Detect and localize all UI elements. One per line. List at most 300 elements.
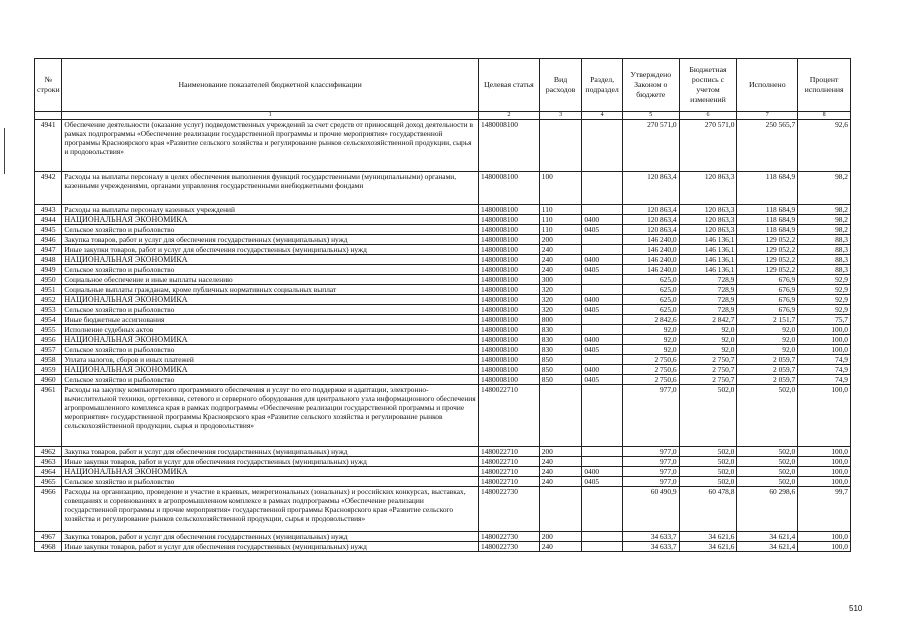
row-number: 4948 [35,255,62,265]
executed-amount: 129 052,2 [737,255,798,265]
budget-amount: 728,9 [679,275,737,285]
row-number: 4951 [35,285,62,295]
section-code [582,245,623,255]
budget-amount: 60 478,8 [679,487,737,532]
approved-amount: 34 633,7 [622,532,679,542]
row-number: 4963 [35,457,62,467]
column-number: 3 [539,112,582,120]
percent-executed: 98,2 [798,205,851,215]
indicator-name: Расходы на организацию, проведение и участие в краевых, межрегиональных (зональных) и российских конкурсах, выставках, совещаниях и соревнованиях в агропромышленном комплексе в рамках подпрограммы «Обеспечение реализации государственной программы и прочие мероприятия» государственной программы Красноярского края «Развитие сельского хозяйства и регулирование рынков сельскохозяйственной продукции, сырья и продовольствия» [62,487,479,532]
executed-amount: 118 684,9 [737,205,798,215]
section-code: 0400 [582,255,623,265]
indicator-name: Уплата налогов, сборов и иных платежей [62,355,479,365]
header-executed: Исполнено [737,59,798,112]
expense-type: 240 [539,467,582,477]
section-code: 0405 [582,305,623,315]
target-article: 1480008100 [478,365,539,375]
column-number: 6 [679,112,737,120]
approved-amount: 2 750,6 [622,365,679,375]
table-row [35,295,851,305]
indicator-name: Социальные выплаты гражданам, кроме публичных нормативных социальных выплат [62,285,479,295]
section-code [582,487,623,532]
executed-amount: 129 052,2 [737,265,798,275]
target-article: 1480022710 [478,477,539,487]
table-row [35,305,851,315]
page-number: 510 [849,604,863,613]
expense-type: 320 [539,295,582,305]
expense-type [539,120,582,172]
percent-executed: 100,0 [798,542,851,552]
target-article: 1480008100 [478,325,539,335]
expense-type: 850 [539,365,582,375]
expense-type: 320 [539,285,582,295]
budget-amount: 502,0 [679,477,737,487]
expense-type: 240 [539,542,582,552]
budget-amount: 120 863,3 [679,172,737,205]
header-percent: Процент исполнения [798,59,851,112]
budget-table-container [34,58,851,552]
row-number: 4942 [35,172,62,205]
indicator-name: Исполнение судебных актов [62,325,479,335]
approved-amount: 146 240,0 [622,245,679,255]
approved-amount: 977,0 [622,385,679,447]
target-article: 1480008100 [478,305,539,315]
target-article: 1480022710 [478,447,539,457]
executed-amount: 502,0 [737,385,798,447]
expense-type: 240 [539,265,582,275]
budget-amount: 2 750,7 [679,365,737,375]
budget-amount: 120 863,3 [679,215,737,225]
percent-executed: 92,9 [798,275,851,285]
table-row [35,255,851,265]
expense-type: 320 [539,305,582,315]
expense-type: 110 [539,215,582,225]
budget-amount: 146 136,1 [679,255,737,265]
percent-executed: 75,7 [798,315,851,325]
target-article: 1480022710 [478,385,539,447]
executed-amount: 34 621,4 [737,532,798,542]
target-article: 1480008100 [478,335,539,345]
target-article: 1480008100 [478,120,539,172]
section-code [582,205,623,215]
expense-type: 200 [539,235,582,245]
percent-executed: 92,6 [798,120,851,172]
row-number: 4968 [35,542,62,552]
row-number: 4956 [35,335,62,345]
target-article: 1480008100 [478,375,539,385]
percent-executed: 99,7 [798,487,851,532]
approved-amount: 2 842,6 [622,315,679,325]
row-number: 4955 [35,325,62,335]
expense-type: 200 [539,447,582,457]
table-row [35,365,851,375]
section-code [582,532,623,542]
row-number: 4960 [35,375,62,385]
target-article: 1480008100 [478,285,539,295]
row-number: 4959 [35,365,62,375]
expense-type: 300 [539,275,582,285]
section-code [582,172,623,205]
section-code: 0400 [582,365,623,375]
budget-amount: 270 571,0 [679,120,737,172]
approved-amount: 2 750,6 [622,375,679,385]
percent-executed: 100,0 [798,335,851,345]
header-approved: Утверждено Законом о бюджете [622,59,679,112]
row-number: 4964 [35,467,62,477]
percent-executed: 100,0 [798,532,851,542]
table-row [35,285,851,295]
section-code [582,355,623,365]
budget-amount: 92,0 [679,335,737,345]
budget-amount: 146 136,1 [679,245,737,255]
table-row [35,325,851,335]
budget-amount: 92,0 [679,325,737,335]
executed-amount: 2 059,7 [737,355,798,365]
executed-amount: 92,0 [737,335,798,345]
section-code: 0405 [582,265,623,275]
indicator-name: Закупка товаров, работ и услуг для обеспечения государственных (муниципальных) нужд [62,235,479,245]
approved-amount: 977,0 [622,477,679,487]
target-article: 1480008100 [478,235,539,245]
table-row [35,355,851,365]
row-number: 4947 [35,245,62,255]
column-number: 7 [737,112,798,120]
approved-amount: 34 633,7 [622,542,679,552]
target-article: 1480008100 [478,315,539,325]
indicator-name: Сельское хозяйство и рыболовство [62,305,479,315]
indicator-name: Расходы на закупку компьютерного программного обеспечения и услуг по его поддержке и адаптации, электронно-вычислительной техники, оргтехники, сетевого и серверного оборудования для центрального узла информационного обеспечения агропромышленного комплекса края в рамках подпрограммы «Обеспечение реализации государственной программы и прочие мероприятия» государственной программы Красноярского края «Развитие сельского хозяйства и регулирование рынков сельскохозяйственной продукции, сырья и продовольствия» [62,385,479,447]
row-number: 4941 [35,120,62,172]
target-article: 1480008100 [478,275,539,285]
table-row [35,245,851,255]
executed-amount: 676,9 [737,305,798,315]
budget-amount: 502,0 [679,457,737,467]
percent-executed: 100,0 [798,467,851,477]
expense-type: 240 [539,477,582,487]
target-article: 1480022730 [478,542,539,552]
indicator-name: Иные закупки товаров, работ и услуг для обеспечения государственных (муниципальных) нужд [62,457,479,467]
target-article: 1480008100 [478,172,539,205]
budget-amount: 120 863,3 [679,205,737,215]
executed-amount: 34 621,4 [737,542,798,552]
target-article: 1480008100 [478,215,539,225]
executed-amount: 118 684,9 [737,215,798,225]
approved-amount: 977,0 [622,447,679,457]
section-code [582,447,623,457]
row-number: 4954 [35,315,62,325]
expense-type: 240 [539,255,582,265]
table-row [35,205,851,215]
row-number: 4946 [35,235,62,245]
expense-type [539,487,582,532]
executed-amount: 118 684,9 [737,172,798,205]
executed-amount: 2 059,7 [737,375,798,385]
section-code [582,542,623,552]
row-number: 4950 [35,275,62,285]
target-article: 1480008100 [478,225,539,235]
percent-executed: 88,3 [798,245,851,255]
approved-amount: 146 240,0 [622,265,679,275]
percent-executed: 100,0 [798,385,851,447]
section-code: 0405 [582,345,623,355]
percent-executed: 88,3 [798,255,851,265]
approved-amount: 625,0 [622,295,679,305]
executed-amount: 129 052,2 [737,235,798,245]
column-number-row [35,112,851,120]
executed-amount: 92,0 [737,325,798,335]
percent-executed: 74,9 [798,355,851,365]
table-row [35,532,851,542]
indicator-name: Закупка товаров, работ и услуг для обеспечения государственных (муниципальных) нужд [62,532,479,542]
percent-executed: 92,9 [798,285,851,295]
approved-amount: 977,0 [622,467,679,477]
approved-amount: 270 571,0 [622,120,679,172]
executed-amount: 676,9 [737,285,798,295]
executed-amount: 676,9 [737,275,798,285]
budget-amount: 728,9 [679,305,737,315]
table-row [35,215,851,225]
budget-amount: 34 621,6 [679,542,737,552]
approved-amount: 977,0 [622,457,679,467]
column-number: 1 [62,112,479,120]
percent-executed: 100,0 [798,325,851,335]
section-code [582,235,623,245]
expense-type: 240 [539,457,582,467]
percent-executed: 92,9 [798,295,851,305]
table-row [35,172,851,205]
approved-amount: 92,0 [622,345,679,355]
indicator-name: НАЦИОНАЛЬНАЯ ЭКОНОМИКА [62,335,479,345]
header-section: Раздел, подраздел [582,59,623,112]
row-number: 4965 [35,477,62,487]
approved-amount: 625,0 [622,275,679,285]
section-code: 0405 [582,225,623,235]
executed-amount: 118 684,9 [737,225,798,235]
indicator-name: НАЦИОНАЛЬНАЯ ЭКОНОМИКА [62,295,479,305]
section-code: 0400 [582,335,623,345]
table-row [35,375,851,385]
executed-amount: 502,0 [737,467,798,477]
section-code: 0400 [582,215,623,225]
target-article: 1480008100 [478,255,539,265]
percent-executed: 100,0 [798,457,851,467]
budget-amount: 146 136,1 [679,265,737,275]
indicator-name: Сельское хозяйство и рыболовство [62,345,479,355]
target-article: 1480008100 [478,265,539,275]
approved-amount: 120 863,4 [622,205,679,215]
percent-executed: 100,0 [798,447,851,457]
column-number: 4 [582,112,623,120]
indicator-name: НАЦИОНАЛЬНАЯ ЭКОНОМИКА [62,215,479,225]
budget-table [34,58,851,552]
percent-executed: 88,3 [798,235,851,245]
budget-amount: 146 136,1 [679,235,737,245]
indicator-name: Сельское хозяйство и рыболовство [62,265,479,275]
indicator-name: НАЦИОНАЛЬНАЯ ЭКОНОМИКА [62,255,479,265]
table-row [35,315,851,325]
indicator-name: Сельское хозяйство и рыболовство [62,375,479,385]
row-number: 4943 [35,205,62,215]
approved-amount: 120 863,4 [622,215,679,225]
margin-mark [4,128,5,174]
budget-amount: 502,0 [679,447,737,457]
table-row [35,120,851,172]
percent-executed: 98,2 [798,172,851,205]
target-article: 1480008100 [478,345,539,355]
row-number: 4967 [35,532,62,542]
executed-amount: 502,0 [737,477,798,487]
budget-amount: 92,0 [679,345,737,355]
percent-executed: 100,0 [798,345,851,355]
section-code [582,275,623,285]
target-article: 1480022730 [478,487,539,532]
row-number: 4944 [35,215,62,225]
executed-amount: 92,0 [737,345,798,355]
expense-type: 240 [539,245,582,255]
approved-amount: 92,0 [622,325,679,335]
section-code [582,325,623,335]
target-article: 1480008100 [478,355,539,365]
indicator-name: Сельское хозяйство и рыболовство [62,225,479,235]
percent-executed: 98,2 [798,215,851,225]
target-article: 1480022710 [478,467,539,477]
executed-amount: 129 052,2 [737,245,798,255]
section-code: 0400 [582,467,623,477]
expense-type: 830 [539,325,582,335]
expense-type: 110 [539,225,582,235]
target-article: 1480008100 [478,295,539,305]
indicator-name: НАЦИОНАЛЬНАЯ ЭКОНОМИКА [62,365,479,375]
table-row [35,265,851,275]
row-number: 4953 [35,305,62,315]
expense-type: 800 [539,315,582,325]
percent-executed: 100,0 [798,477,851,487]
table-row [35,335,851,345]
header-target: Целевая статья [478,59,539,112]
header-budget: Бюджетная роспись с учетом изменений [679,59,737,112]
table-row [35,542,851,552]
approved-amount: 625,0 [622,285,679,295]
row-number: 4952 [35,295,62,305]
executed-amount: 676,9 [737,295,798,305]
row-number: 4957 [35,345,62,355]
indicator-name: Расходы на выплаты персоналу казенных учреждений [62,205,479,215]
percent-executed: 88,3 [798,265,851,275]
approved-amount: 146 240,0 [622,235,679,245]
table-row [35,477,851,487]
executed-amount: 2 059,7 [737,365,798,375]
indicator-name: Обеспечение деятельности (оказание услуг) подведомственных учреждений за счет средств от приносящей доход деятельности в рамках подпрограммы «Обеспечение реализации государственной программы и прочие мероприятия» государственной программы Красноярского края «Развитие сельского хозяйства и регулирование рынков сельскохозяйственной продукции, сырья и продовольствия» [62,120,479,172]
budget-amount: 34 621,6 [679,532,737,542]
expense-type: 110 [539,205,582,215]
target-article: 1480022730 [478,532,539,542]
expense-type: 850 [539,355,582,365]
column-number: 8 [798,112,851,120]
target-article: 1480008100 [478,205,539,215]
executed-amount: 2 151,7 [737,315,798,325]
row-number: 4962 [35,447,62,457]
row-number: 4958 [35,355,62,365]
section-code [582,385,623,447]
expense-type: 850 [539,375,582,385]
table-row [35,487,851,532]
budget-amount: 2 750,7 [679,375,737,385]
executed-amount: 502,0 [737,447,798,457]
expense-type: 200 [539,532,582,542]
header-type: Вид расходов [539,59,582,112]
approved-amount: 92,0 [622,335,679,345]
expense-type: 830 [539,335,582,345]
indicator-name: Иные закупки товаров, работ и услуг для обеспечения государственных (муниципальных) нужд [62,542,479,552]
row-number: 4961 [35,385,62,447]
budget-amount: 728,9 [679,285,737,295]
section-code [582,457,623,467]
section-code [582,285,623,295]
column-number [35,112,62,120]
target-article: 1480008100 [478,245,539,255]
column-number: 2 [478,112,539,120]
row-number: 4949 [35,265,62,275]
executed-amount: 502,0 [737,457,798,467]
expense-type: 100 [539,172,582,205]
executed-amount: 60 298,6 [737,487,798,532]
executed-amount: 250 565,7 [737,120,798,172]
percent-executed: 98,2 [798,225,851,235]
indicator-name: Иные бюджетные ассигнования [62,315,479,325]
section-code: 0405 [582,477,623,487]
table-body [35,120,851,552]
table-row [35,457,851,467]
table-row [35,345,851,355]
table-row [35,235,851,245]
expense-type: 830 [539,345,582,355]
budget-amount: 2 842,7 [679,315,737,325]
percent-executed: 92,9 [798,305,851,315]
section-code: 0405 [582,375,623,385]
table-row [35,225,851,235]
indicator-name: НАЦИОНАЛЬНАЯ ЭКОНОМИКА [62,467,479,477]
table-row [35,447,851,457]
section-code [582,120,623,172]
row-number: 4966 [35,487,62,532]
budget-amount: 502,0 [679,385,737,447]
section-code [582,315,623,325]
indicator-name: Социальное обеспечение и иные выплаты населению [62,275,479,285]
indicator-name: Закупка товаров, работ и услуг для обеспечения государственных (муниципальных) нужд [62,447,479,457]
budget-amount: 120 863,3 [679,225,737,235]
budget-amount: 2 750,7 [679,355,737,365]
approved-amount: 120 863,4 [622,172,679,205]
approved-amount: 60 490,9 [622,487,679,532]
section-code: 0400 [582,295,623,305]
header-name: Наименование показателей бюджетной классификации [62,59,479,112]
budget-amount: 502,0 [679,467,737,477]
table-row [35,275,851,285]
header-row-no: № строки [35,59,62,112]
indicator-name: Иные закупки товаров, работ и услуг для обеспечения государственных (муниципальных) нужд [62,245,479,255]
budget-amount: 728,9 [679,295,737,305]
percent-executed: 74,9 [798,375,851,385]
expense-type [539,385,582,447]
percent-executed: 74,9 [798,365,851,375]
approved-amount: 625,0 [622,305,679,315]
indicator-name: Сельское хозяйство и рыболовство [62,477,479,487]
target-article: 1480022710 [478,457,539,467]
table-row [35,467,851,477]
approved-amount: 146 240,0 [622,255,679,265]
indicator-name: Расходы на выплаты персоналу в целях обеспечения выполнения функций государственными (муниципальными) органами, казенными учреждениями, органами управления государственными внебюджетными фондами [62,172,479,205]
row-number: 4945 [35,225,62,235]
